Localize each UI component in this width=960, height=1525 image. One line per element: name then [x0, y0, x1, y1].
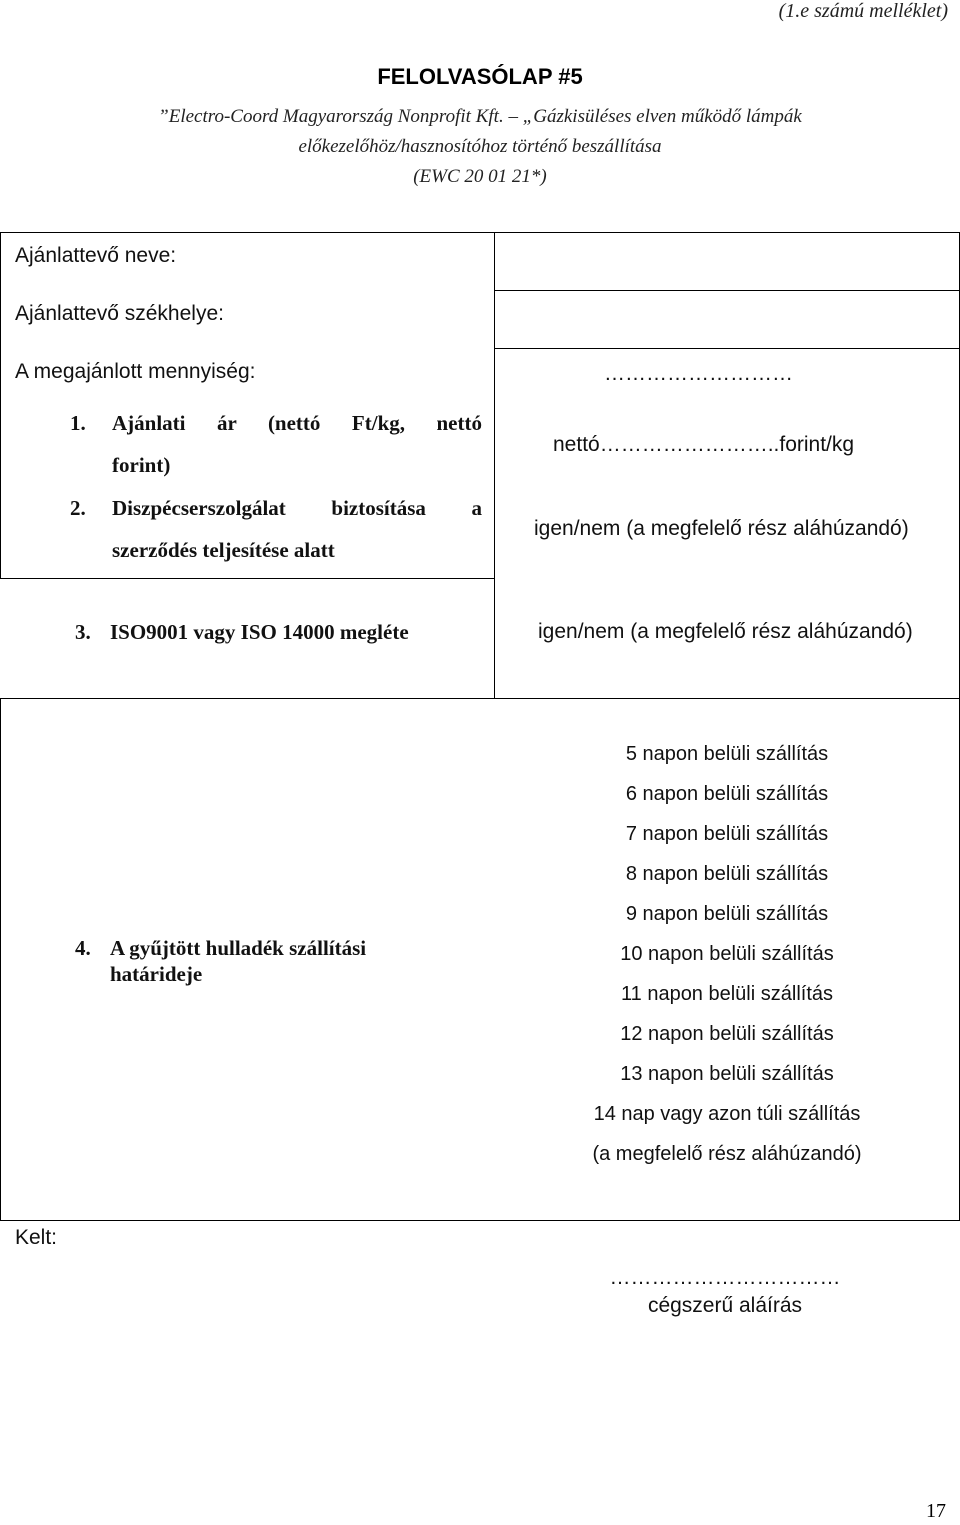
page-number: 17: [926, 1500, 946, 1522]
item3-value[interactable]: igen/nem (a megfelelő rész aláhúzandó): [538, 620, 913, 643]
bidder-seat-field[interactable]: [495, 291, 958, 347]
delivery-option[interactable]: 10 napon belüli szállítás: [620, 943, 834, 965]
item3-number: 3.: [75, 620, 91, 644]
table-border-bottom: [0, 1220, 960, 1221]
item1-label-line1: Ajánlati ár (nettó Ft/kg, nettó: [112, 411, 482, 435]
subtitle-line-3: (EWC 20 01 21*): [413, 166, 547, 187]
table-left-upper: [0, 232, 1, 579]
item1-number: 1.: [70, 411, 86, 435]
signature-label: cégszerű aláírás: [647, 1294, 803, 1317]
delivery-option[interactable]: 7 napon belüli szállítás: [625, 823, 829, 845]
subtitle-line-2: előkezelőhöz/hasznosítóhoz történő beszállítása: [298, 136, 662, 157]
item2-label-line2: szerződés teljesítése alatt: [112, 538, 335, 562]
quantity-value[interactable]: ………………………: [604, 362, 793, 385]
bidder-name-label: Ajánlattevő neve:: [15, 244, 177, 267]
item4-number: 4.: [75, 936, 91, 960]
delivery-option[interactable]: 8 napon belüli szállítás: [625, 863, 829, 885]
table-line-3: [0, 578, 494, 579]
delivery-option[interactable]: 6 napon belüli szállítás: [625, 783, 829, 805]
quantity-label: A megajánlott mennyiség:: [15, 360, 256, 383]
item4-label-line2: határideje: [110, 962, 203, 986]
date-label: Kelt:: [15, 1226, 58, 1249]
delivery-option[interactable]: 9 napon belüli szállítás: [625, 903, 829, 925]
bidder-seat-label: Ajánlattevő székhelye:: [15, 302, 224, 325]
table-line-4: [0, 698, 960, 699]
item2-value[interactable]: igen/nem (a megfelelő rész aláhúzandó): [534, 517, 909, 540]
delivery-option[interactable]: 14 nap vagy azon túli szállítás: [593, 1103, 861, 1125]
delivery-option[interactable]: 12 napon belüli szállítás: [620, 1023, 834, 1045]
bidder-name-field[interactable]: [495, 233, 958, 289]
table-line-2: [494, 348, 960, 349]
signature-line[interactable]: ……………………………: [609, 1266, 841, 1289]
delivery-option[interactable]: 13 napon belüli szállítás: [620, 1063, 834, 1085]
item4-label-line1: A gyűjtött hulladék szállítási: [110, 936, 367, 960]
delivery-option-note: (a megfelelő rész aláhúzandó): [592, 1143, 862, 1165]
table-left-lower: [0, 698, 1, 1221]
item2-label-line1: Diszpécserszolgálat biztosítása a: [112, 496, 482, 520]
item2-number: 2.: [70, 496, 86, 520]
subtitle-line-1: ”Electro-Coord Magyarország Nonprofit Kft. – „Gázkisüléses elven működő lámpák: [158, 106, 802, 127]
annex-label: (1.e számú melléklet): [778, 0, 948, 22]
item3-label: ISO9001 vagy ISO 14000 megléte: [110, 620, 409, 644]
item1-value[interactable]: nettó……………………..forint/kg: [553, 433, 855, 456]
delivery-option[interactable]: 5 napon belüli szállítás: [625, 743, 829, 765]
delivery-option[interactable]: 11 napon belüli szállítás: [621, 983, 833, 1005]
item1-label-line2: forint): [112, 453, 171, 477]
document-title: FELOLVASÓLAP #5: [377, 64, 583, 89]
